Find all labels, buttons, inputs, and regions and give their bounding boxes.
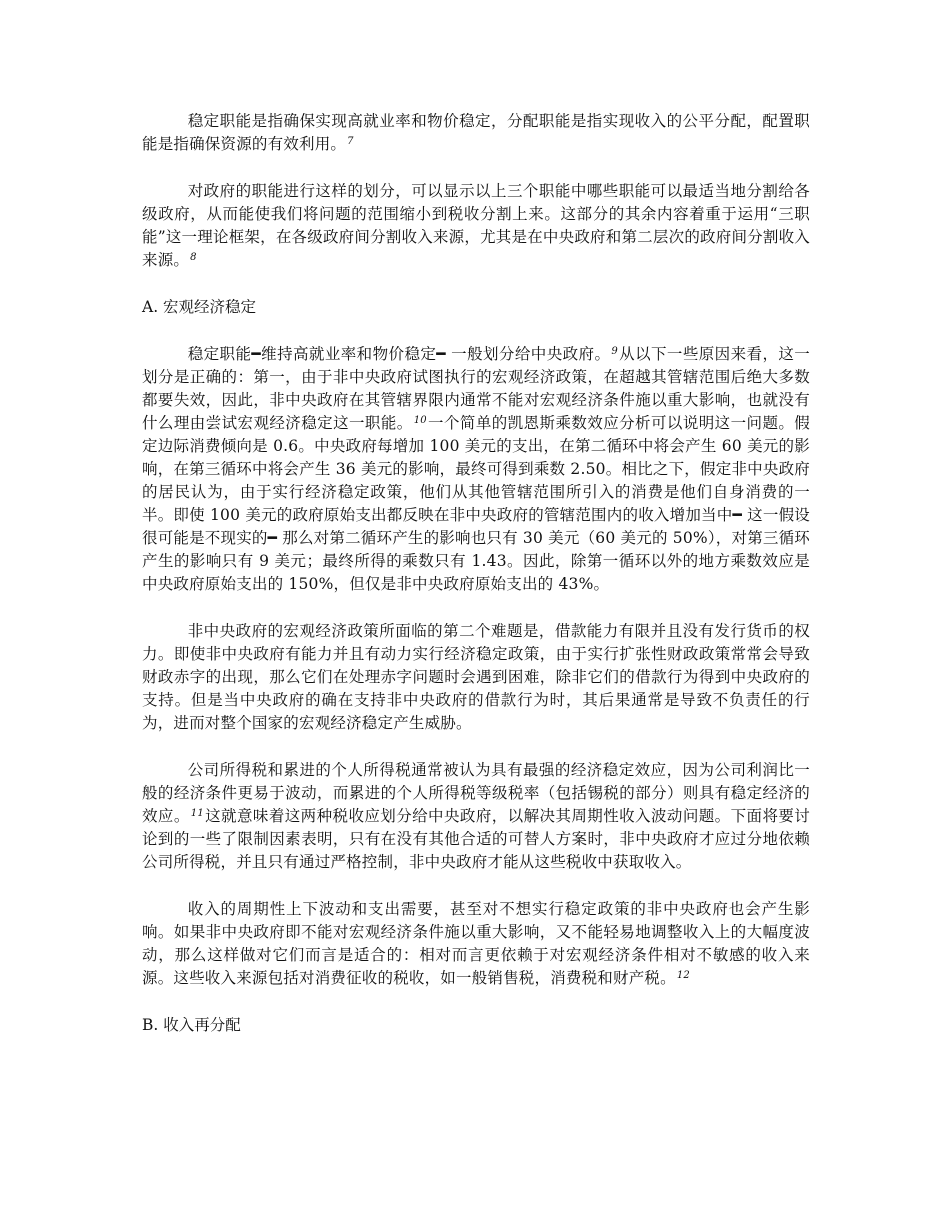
paragraph-text: 从以下一些原因来看，这一划分是正确的：第一，由于非中央政府试图执行的宏观经济政策，在超越其管辖范围后绝大多数都要失效，因此，非中央政府在其管辖界限内通常不能对宏观经济条件施以重大影响，也就没有什么理由尝试宏观经济稳定这一职能。	[142, 345, 810, 432]
footnote-marker: 9	[611, 346, 618, 357]
footnote-marker: 7	[347, 136, 354, 147]
paragraph-borrowing	[142, 620, 810, 735]
paragraph-three-functions	[142, 180, 810, 272]
footnote-marker: 11	[190, 808, 204, 819]
footnote-marker: 8	[190, 252, 197, 263]
paragraph-income-taxes	[142, 759, 810, 874]
paragraph-text: 一个简单的凯恩斯乘数效应分析可以说明这一问题。假定边际消费倾向是 0.6。中央政府每增加 100 美元的支出，在第二循环中将会产生 60 美元的影响，在第三循环中将会产生 36 美元的影响，最终可得到乘数 2.50。相比之下，假定非中央政府的居民认为，由于实行经济稳定政策，他们从其他管辖范围所引入的消费是他们自身消费的一半。即使 100 美元的政府原始支出都反映在非中央政府的管辖范围内的收入增加当中━ 这一假设很可能是不现实的━ 那么对第二循环产生的影响也只有 30 美元（60 美元的 50%），对第三循环产生的影响只有 9 美元；最终所得的乘数只有 1.43。因此，除第一循环以外的地方乘数效应是中央政府原始支出的 150%，但仅是非中央政府原始支出的 43%。	[142, 414, 810, 593]
document-body	[142, 110, 810, 1061]
paragraph-text: 非中央政府的宏观经济政策所面临的第二个难题是，借款能力有限并且没有发行货币的权力。即使非中央政府有能力并且有动力实行经济稳定政策，由于实行扩张性财政政策常常会导致财政赤字的出现，那么它们在处理赤字问题时会遇到困难，除非它们的借款行为得到中央政府的支持。但是当中央政府的确在支持非中央政府的借款行为时，其后果通常是导致不负责任的行为，进而对整个国家的宏观经济稳定产生威胁。	[142, 622, 810, 732]
section-heading-a: A. 宏观经济稳定	[142, 298, 257, 316]
paragraph-text: 稳定职能是指确保实现高就业率和物价稳定，分配职能是指实现收入的公平分配，配置职能是指确保资源的有效利用。	[142, 112, 810, 153]
paragraph-text: 对政府的职能进行这样的划分，可以显示以上三个职能中哪些职能可以最适当地分割给各级政府，从而能使我们将问题的范围缩小到税收分割上来。这部分的其余内容着重于运用“三职能”这一理论框架，在各级政府间分割收入来源，尤其是在中央政府和第二层次的政府间分割收入来源。	[142, 182, 810, 269]
paragraph-functions-definition	[142, 110, 810, 156]
paragraph-text: 收入的周期性上下波动和支出需要，甚至对不想实行稳定政策的非中央政府也会产生影响。如果非中央政府即不能对宏观经济条件施以重大影响，又不能轻易地调整收入上的大幅度波动，那么这样做对它们而言是适合的：相对而言更依赖于对宏观经济条件相对不敏感的收入来源。这些收入来源包括对消费征收的税收，如一般销售税，消费税和财产税。	[142, 900, 810, 987]
footnote-marker: 10	[413, 415, 427, 426]
paragraph-stabilization	[142, 343, 810, 596]
footnote-marker: 12	[676, 970, 690, 981]
paragraph-revenue-fluctuation	[142, 898, 810, 990]
section-heading-b: B. 收入再分配	[142, 1016, 241, 1034]
paragraph-text: 稳定职能━维持高就业率和物价稳定━ 一般划分给中央政府。	[187, 345, 611, 363]
paragraph-text: 这就意味着这两种税收应划分给中央政府，以解决其周期性收入波动问题。下面将要讨论到的一些了限制因素表明，只有在没有其他合适的可替人方案时，非中央政府才应过分地依赖公司所得税，并且只有通过严格控制，非中央政府才能从这些税收中获取收入。	[142, 807, 810, 871]
paragraph-text: 公司所得税和累进的个人所得税通常被认为具有最强的经济稳定效应，因为公司利润比一般的经济条件更易于波动，而累进的个人所得税等级税率（包括锡税的部分）则具有稳定经济的效应。	[142, 761, 810, 825]
